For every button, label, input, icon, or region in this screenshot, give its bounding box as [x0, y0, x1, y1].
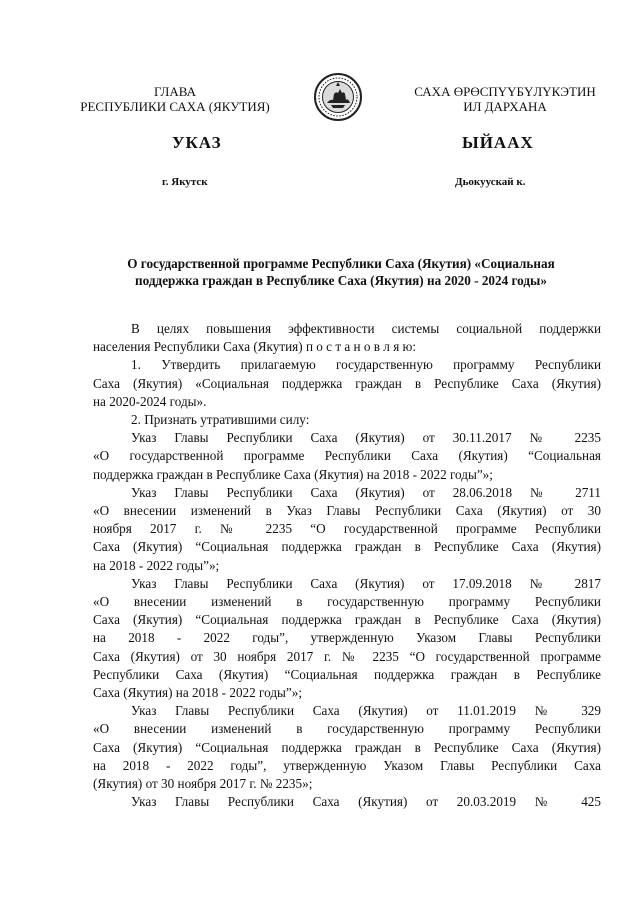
- place-dyokuuskay: Дьокуускай к.: [455, 176, 526, 188]
- body-line: Указ Главы Республики Саха (Якутия) от 28.06.2018 № 2711: [131, 484, 601, 500]
- body-line: «О государственной программе Республики Саха (Якутия) “Социальная: [93, 448, 601, 464]
- document-body: [93, 320, 601, 811]
- header-left: [60, 84, 290, 114]
- document-heading: [86, 255, 596, 289]
- body-line: поддержка граждан в Республике Саха (Якутия) на 2018 - 2022 годы”»;: [93, 466, 493, 482]
- body-line: 1. Утвердить прилагаемую государственную программу Республики: [131, 357, 601, 373]
- body-line: на 2018 - 2022 годы”»;: [93, 557, 220, 573]
- coat-of-arms-icon: [313, 72, 363, 122]
- body-line: на 2018 - 2022 годы”, утвержденную Указом Главы Республики: [93, 630, 601, 646]
- body-line: Указ Главы Республики Саха (Якутия) от 17.09.2018 № 2817: [131, 575, 601, 591]
- body-line: В целях повышения эффективности системы социальной поддержки: [131, 321, 601, 336]
- title-yyaakh: ЫЙААХ: [462, 133, 534, 152]
- body-line: «О внесении изменений в Указ Главы Республики Саха (Якутия) от 30: [93, 503, 601, 519]
- title-ukaz: УКАЗ: [172, 133, 222, 152]
- header-right-line2: ИЛ ДАРХАНА: [463, 99, 547, 114]
- body-line: Саха (Якутия) от 30 ноября 2017 г. № 2235 “О государственной программе: [93, 648, 601, 664]
- body-line: «О внесении изменений в государственную программу Республики: [93, 594, 601, 610]
- body-line: Саха (Якутия) на 2018 - 2022 годы”»;: [93, 685, 303, 701]
- header-left-line2: РЕСПУБЛИКИ САХА (ЯКУТИЯ): [80, 99, 270, 114]
- body-line: Указ Главы Республики Саха (Якутия) от 30.11.2017 № 2235: [131, 430, 601, 446]
- body-line: (Якутия) от 30 ноября 2017 г. № 2235»;: [93, 776, 313, 792]
- body-line: «О внесении изменений в государственную программу Республики: [93, 721, 601, 737]
- body-line: Саха (Якутия) “Социальная поддержка граждан в Республике Саха (Якутия): [93, 612, 601, 628]
- header-right-line1: САХА ӨРӨСПҮҮБҮЛҮКЭТИН: [414, 84, 596, 99]
- heading-line: поддержка граждан в Республике Саха (Якутия) на 2020 - 2024 годы»: [135, 273, 547, 288]
- header-right: [380, 84, 630, 114]
- header-left-line1: ГЛАВА: [154, 84, 196, 99]
- body-line: на 2018 - 2022 годы”, утвержденную Указом Главы Республики Саха: [93, 757, 601, 773]
- body-line: населения Республики Саха (Якутия) п о с т а н о в л я ю:: [93, 339, 417, 355]
- body-line: на 2020-2024 годы».: [93, 393, 207, 409]
- heading-line: О государственной программе Республики Саха (Якутия) «Социальная: [127, 256, 555, 271]
- body-line: 2. Признать утратившими силу:: [131, 412, 310, 428]
- body-line: Республики Саха (Якутия) “Социальная поддержка граждан в Республике: [93, 666, 601, 682]
- place-yakutsk: г. Якутск: [162, 176, 208, 188]
- body-line: ноября 2017 г. № 2235 “О государственной программе Республики: [93, 521, 601, 537]
- body-line: Саха (Якутия) “Социальная поддержка граждан в Республике Саха (Якутия): [93, 739, 601, 755]
- body-line: Саха (Якутия) «Социальная поддержка граждан в Республике Саха (Якутия): [93, 375, 601, 391]
- body-line: Саха (Якутия) “Социальная поддержка граждан в Республике Саха (Якутия): [93, 539, 601, 555]
- body-line: Указ Главы Республики Саха (Якутия) от 20.03.2019 № 425: [131, 794, 601, 810]
- body-line: Указ Главы Республики Саха (Якутия) от 11.01.2019 № 329: [131, 703, 601, 719]
